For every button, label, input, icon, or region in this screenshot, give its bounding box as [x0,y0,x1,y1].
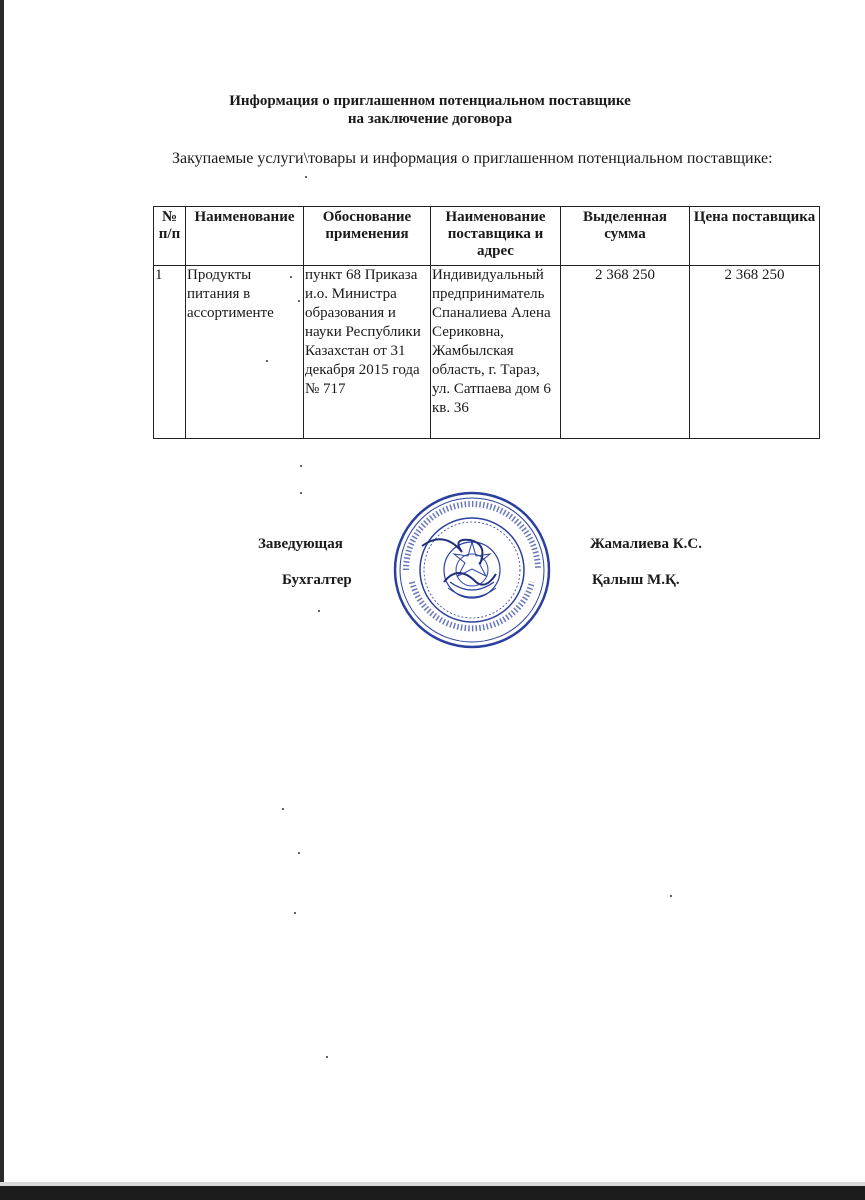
document-title [200,92,660,128]
document-subtitle: Закупаемые услуги\товары и информация о приглашенном потенциальном поставщике: [172,150,773,167]
cell-supplier: Индивидуальный предприниматель Спаналиева Алена Сериковна, Жамбылская область, г. Тараз, ул. Сатпаева дом 6 кв. 36 [431,266,561,439]
signature-name-head: Жамалиева К.С. [590,536,702,552]
cell-name: Продукты питания в ассортименте [186,266,304,439]
table-header-row [154,207,820,266]
header-name: Наименование [186,207,304,266]
cell-price: 2 368 250 [690,266,820,439]
scan-speck [290,276,292,278]
header-price: Цена поставщика [690,207,820,266]
header-num: № п/п [154,207,186,266]
scan-speck [318,610,320,612]
scan-speck [298,300,300,302]
title-line-2: на заключение договора [347,111,513,127]
table-row [154,266,820,439]
scan-speck [300,492,302,494]
cell-basis: пункт 68 Приказа и.о. Министра образования и науки Республики Казахстан от 31 декабря 2015 года № 717 [304,266,431,439]
header-allocated: Выделенная сумма [561,207,690,266]
title-line-1: Информация о приглашенном потенциальном поставщике [229,93,631,109]
scan-speck [294,912,296,914]
scan-speck [305,176,307,178]
scan-speck [266,360,268,362]
signature-role-accountant: Бухгалтер [282,572,352,588]
signature-role-head: Заведующая [258,536,343,552]
official-stamp-icon [392,490,552,650]
signature-name-accountant: Қалыш М.Қ. [592,572,680,588]
scan-speck [298,852,300,854]
header-supplier: Наименование поставщика и адрес [431,207,561,266]
scan-speck [300,465,302,467]
header-basis: Обоснование применения [304,207,431,266]
supplier-table [153,206,820,439]
cell-num: 1 [154,266,186,439]
cell-allocated: 2 368 250 [561,266,690,439]
scan-left-edge [0,0,4,1200]
scan-speck [670,895,672,897]
scan-bottom-edge [0,1186,865,1200]
scan-speck [282,808,284,810]
scan-speck [326,1056,328,1058]
